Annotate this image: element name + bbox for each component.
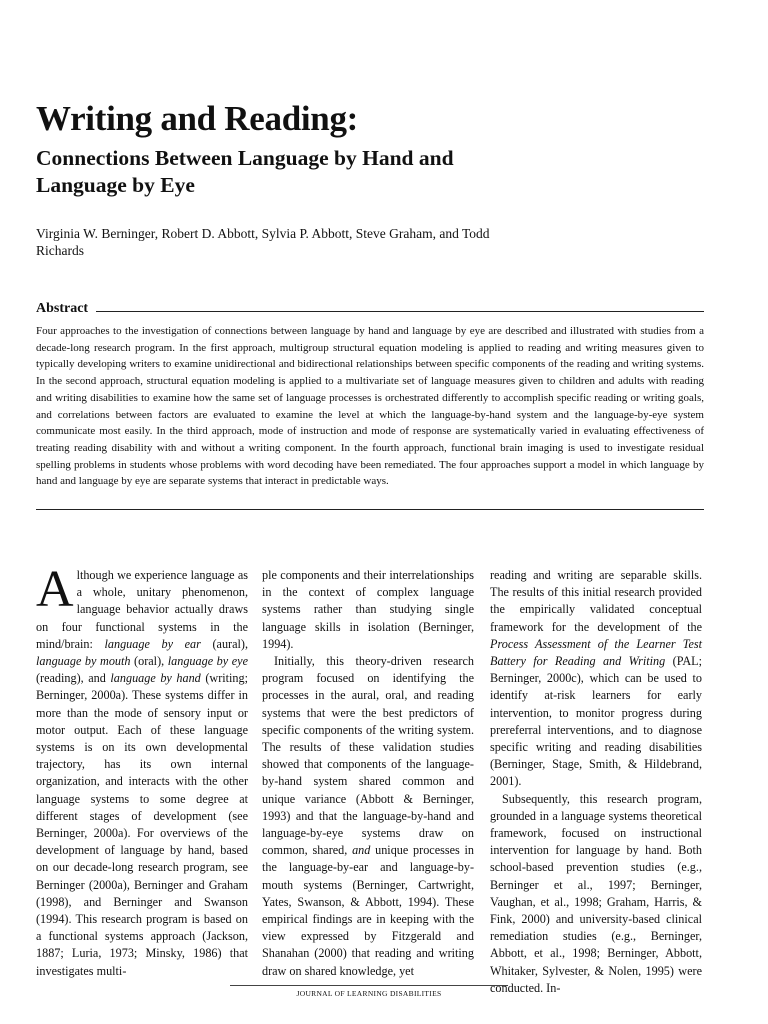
paragraph: Although we experience language as a whole, unitary phenomenon, language behavior actually draws on four functional systems in the mind/brain: language by ear (aural), language by mouth (oral), language by eye (reading), and language by hand (writing; Berninger, 2000a). These systems differ in more than the mode of sensory input or motor output. Each of these language systems is on its own developmental trajectory, has its own internal organization, and interacts with the other language systems to some degree at different stages of development (see Berninger, 2000a). For overviews of the development of language by hand, based on our decade-long research program, see Berninger (2000a), Berninger and Graham (1998), and Berninger and Swanson (1994). This research program is based on a functional systems approach (Jackson, 1887; Luria, 1973; Minsky, 1986) that investigates multi- (36, 561, 249, 978)
body-column-1 (36, 561, 249, 978)
paragraph: ple components and their interrelationships in the context of complex language systems rather than studying single language skills in isolation (Berninger, 1994). (262, 568, 474, 651)
drop-cap: A (36, 561, 74, 618)
paragraph: Initially, this theory-driven research program focused on identifying the processes in the aural, oral, and reading systems that were the best predictors of specific components of the writing system. The results of these validation studies showed that components of the language-by-hand system shared common and unique variance (Abbott & Berninger, 1993) and that the language-by-hand and language-by-eye systems draw on common, shared, and unique processes in the language-by-ear and language-by-mouth systems (Berninger, Cartwright, Yates, Swanson, & Abbott, 1994). These empirical findings are in keeping with the view expressed by Fitzgerald and Shanahan (2000) that reading and writing draw on shared knowledge, yet (262, 654, 474, 978)
body-column-3 (490, 567, 702, 995)
footer-rule (230, 985, 508, 986)
article-subtitle: Connections Between Language by Hand and Language by Eye (36, 146, 454, 197)
paragraph: Subsequently, this research program, grounded in a language systems theoretical framework, focused on instructional intervention for language by hand. Both school-based prevention studies (e.g., Berninger et al., 1997; Berninger, Vaughan, et al., 1998; Graham, Harris, & Fink, 2000) and university-based clinical remediation studies (e.g., Berninger, Abbott, et al., 1998; Berninger, Abbott, Whitaker, Sylvester, & Nolen, 1995) were conducted. In- (490, 791, 702, 995)
abstract-top-rule (92, 311, 704, 312)
abstract-bottom-rule (36, 509, 704, 510)
abstract-heading-row (36, 301, 704, 319)
abstract-heading: Abstract (36, 301, 96, 317)
paragraph: reading and writing are separable skills. The results of this initial research provided the empirically validated conceptual framework for the development of the Process Assessment of the Learner Test Battery for Reading and Writing (PAL; Berninger, 2000c), which can be used to identify at-risk learners for early intervention, to monitor progress during prereferral interventions, and to diagnose specific writing and reading disabilities (Berninger, Stage, Smith, & Hildebrand, 2001). (490, 568, 702, 789)
journal-footer: JOURNAL OF LEARNING DISABILITIES (296, 989, 442, 998)
abstract-text: Four approaches to the investigation of connections between language by hand and language by eye are described and illustrated with studies from a decade-long research program. In the first approach, multigroup structural equation modeling is applied to reading and writing measures given to typically developing writers to examine unidirectional and bidirectional relationships between specific components of the reading and writing systems. In the second approach, structural equation modeling is applied to a multivariate set of language measures given to children and adults with reading and writing disabilities to examine how the same set of language processes is orchestrated differently to accomplish specific reading or writing goals, and correlations between factors are evaluated to examine the level at which the language-by-hand system and the language-by-eye system communicate most easily. In the third approach, mode of instruction and mode of response are systematically varied in evaluating effectiveness of treating reading disability with and without a writing component. In the fourth approach, functional brain imaging is used to investigate residual spelling problems in students whose problems with word decoding have been remediated. The four approaches support a model in which language by hand and language by eye are separate systems that interact in predictable ways. (36, 325, 704, 488)
article-title: Writing and Reading: (36, 99, 359, 138)
author-list: Virginia W. Berninger, Robert D. Abbott, Sylvia P. Abbott, Steve Graham, and Todd Richards (36, 226, 490, 258)
body-column-2 (262, 567, 474, 978)
